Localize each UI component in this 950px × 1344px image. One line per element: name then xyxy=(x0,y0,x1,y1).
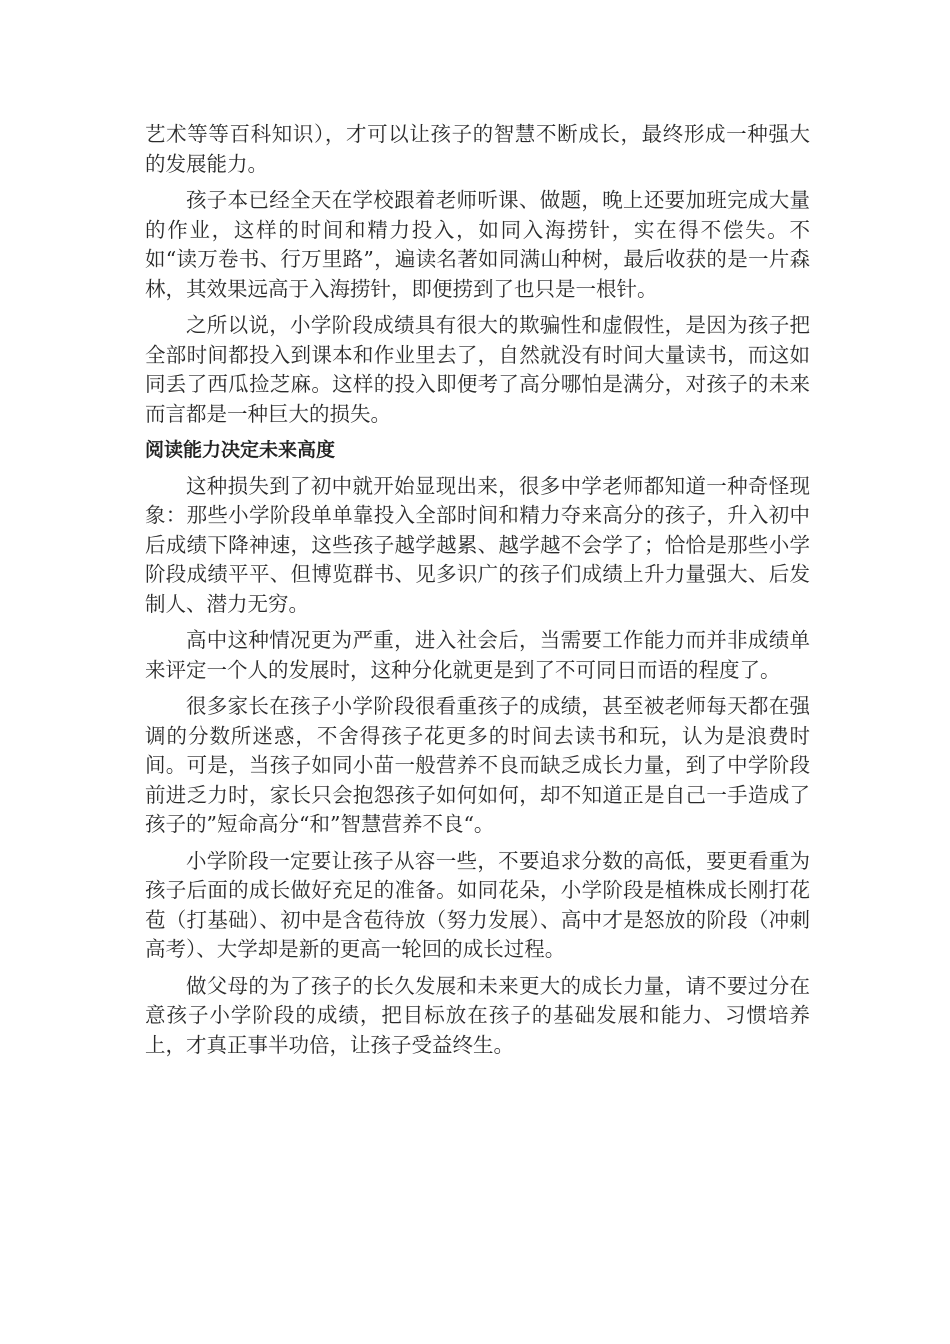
section-heading: 阅读能力决定未来高度 xyxy=(145,439,336,461)
paragraph-7: 小学阶段一定要让孩子从容一些，不要追求分数的高低，要更看重为孩子后面的成长做好充足的准备。如同花朵，小学阶段是植株成长刚打花苞（打基础）、初中是含苞待放（努力发展）、高中才是怒放的阶段（冲刺高考）、大学却是新的更高一轮回的成长过程。 xyxy=(145,848,810,961)
paragraph-3: 之所以说，小学阶段成绩具有很大的欺骗性和虚假性，是因为孩子把全部时间都投入到课本和作业里去了，自然就没有时间大量读书，而这如同丢了西瓜捡芝麻。这样的投入即便考了高分哪怕是满分，对孩子的未来而言都是一种巨大的损失。 xyxy=(145,313,810,426)
paragraph-2: 孩子本已经全天在学校跟着老师听课、做题，晚上还要加班完成大量的作业，这样的时间和精力投入，如同入海捞针，实在得不偿失。不如“读万卷书、行万里路”，遍读名著如同满山种树，最后收获的是一片森林，其效果远高于入海捞针，即便捞到了也只是一根针。 xyxy=(145,188,810,301)
paragraph-5: 高中这种情况更为严重，进入社会后，当需要工作能力而并非成绩单来评定一个人的发展时，这种分化就更是到了不可同日而语的程度了。 xyxy=(145,628,810,682)
paragraph-4: 这种损失到了初中就开始显现出来，很多中学老师都知道一种奇怪现象：那些小学阶段单单靠投入全部时间和精力夺来高分的孩子，升入初中后成绩下降神速，这些孩子越学越累、越学越不会学了；恰恰是那些小学阶段成绩平平、但博览群书、见多识广的孩子们成绩上升力量强大、后发制人、潜力无穷。 xyxy=(145,473,810,616)
paragraph-1: 艺术等等百科知识），才可以让孩子的智慧不断成长，最终形成一种强大的发展能力。 xyxy=(145,122,810,176)
paragraph-6: 很多家长在孩子小学阶段很看重孩子的成绩，甚至被老师每天都在强调的分数所迷惑，不舍得孩子花更多的时间去读书和玩，认为是浪费时间。可是，当孩子如同小苗一般营养不良而缺乏成长力量，到了中学阶段前进乏力时，家长只会抱怨孩子如何如何，却不知道正是自己一手造成了孩子的”短命高分“和”智慧营养不良“。 xyxy=(145,694,810,836)
paragraph-8: 做父母的为了孩子的长久发展和未来更大的成长力量，请不要过分在意孩子小学阶段的成绩，把目标放在孩子的基础发展和能力、习惯培养上，才真正事半功倍，让孩子受益终生。 xyxy=(145,973,810,1057)
document-page xyxy=(145,120,810,1067)
